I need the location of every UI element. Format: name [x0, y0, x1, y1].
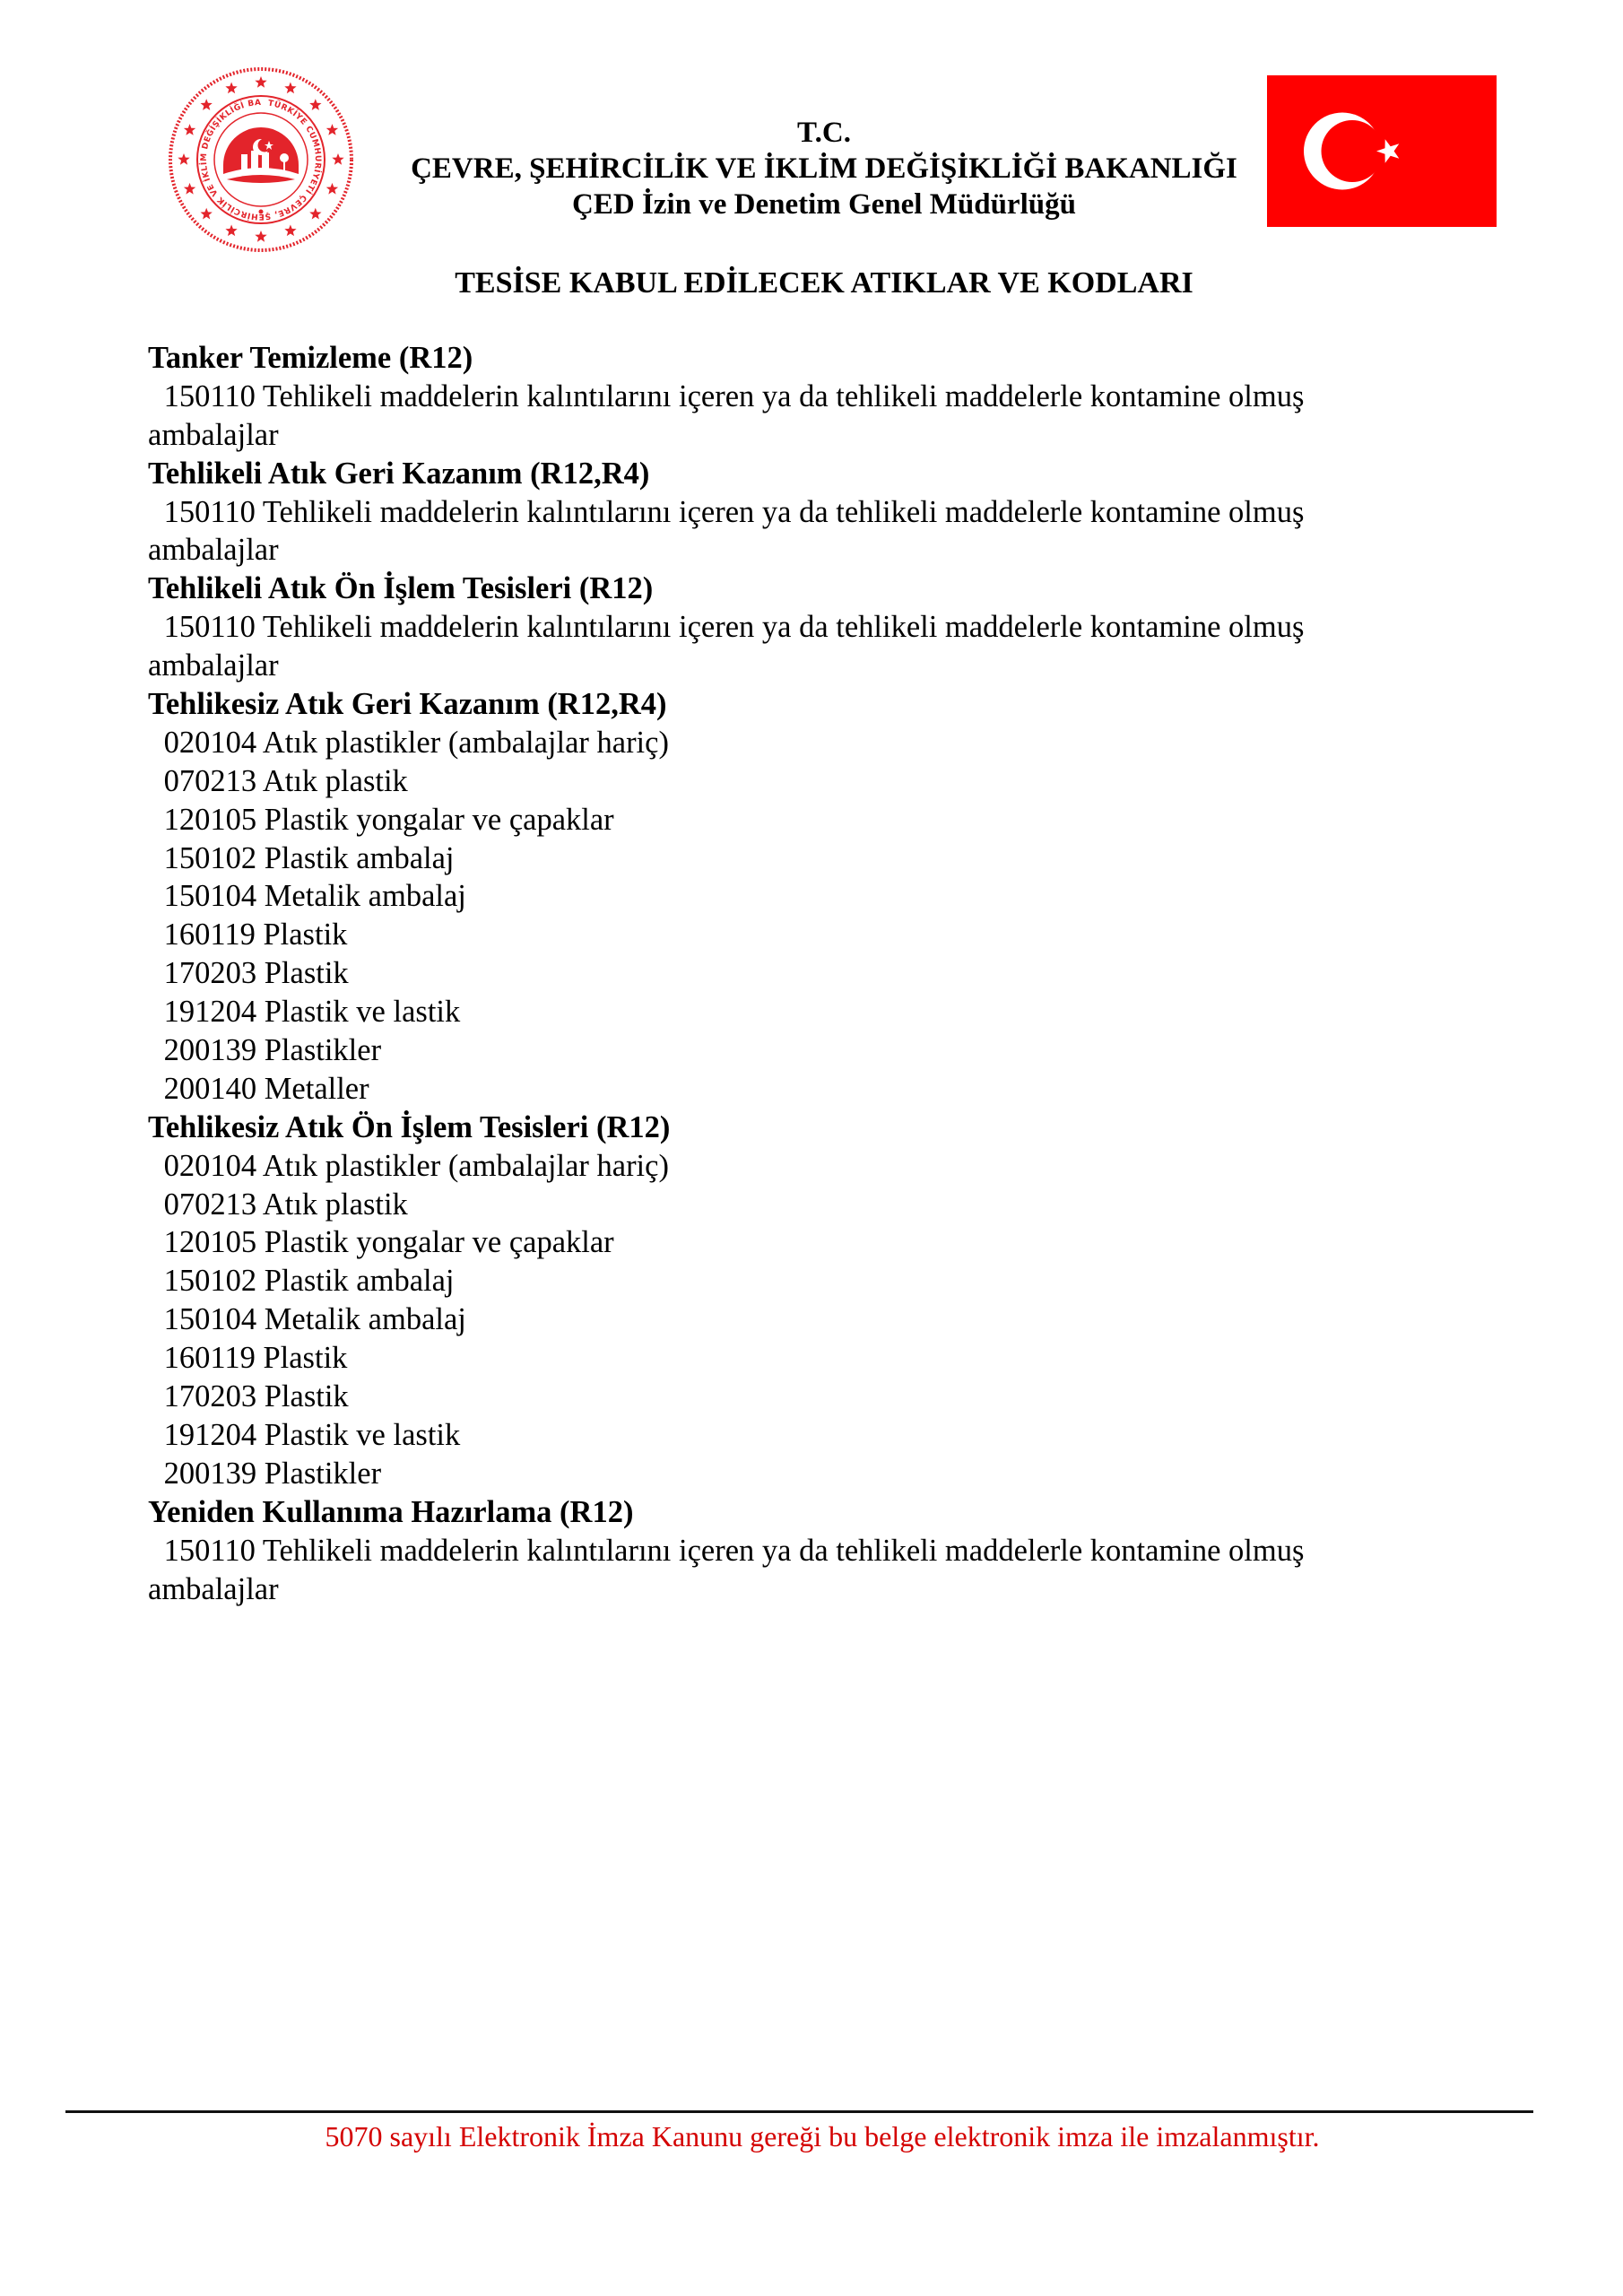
waste-code-item: 170203 Plastik — [156, 1379, 349, 1414]
waste-code-item: 160119 Plastik — [156, 918, 348, 952]
section-title: Tanker Temizleme (R12) — [148, 341, 473, 375]
section-title: Tehlikeli Atık Geri Kazanım (R12,R4) — [148, 456, 650, 491]
waste-code-item: 150104 Metalik ambalaj — [156, 879, 466, 914]
footer-divider — [65, 2110, 1533, 2113]
seal-star-icon — [225, 225, 237, 237]
waste-code-item: 200140 Metaller — [156, 1071, 369, 1106]
waste-code-item-continuation: ambalajlar — [148, 533, 279, 568]
waste-code-item: 191204 Plastik ve lastik — [156, 995, 461, 1030]
waste-code-item: 150110 Tehlikeli maddelerin kalıntılarını içeren ya da tehlikeli maddelerle kontamine olmuş — [156, 378, 1305, 413]
seal-star-icon — [225, 83, 237, 94]
waste-code-item: 070213 Atık plastik — [156, 1187, 408, 1222]
waste-code-item: 160119 Plastik — [156, 1341, 348, 1376]
waste-code-item: 200139 Plastikler — [156, 1456, 382, 1491]
section-title: Tehlikesiz Atık Ön İşlem Tesisleri (R12) — [148, 1109, 671, 1144]
section-title: Tehlikeli Atık Ön İşlem Tesisleri (R12) — [148, 571, 654, 606]
seal-star-icon — [255, 230, 266, 242]
section-title: Tehlikesiz Atık Geri Kazanım (R12,R4) — [148, 687, 667, 722]
waste-section — [148, 455, 1403, 570]
waste-code-item: 191204 Plastik ve lastik — [156, 1417, 461, 1452]
waste-section — [148, 1109, 1403, 1493]
waste-code-item: 150102 Plastik ambalaj — [156, 840, 455, 875]
waste-code-item: 150110 Tehlikeli maddelerin kalıntılarını içeren ya da tehlikeli maddelerle kontamine olmuş — [156, 494, 1305, 529]
waste-code-item-continuation: ambalajlar — [148, 648, 279, 683]
waste-code-item: 020104 Atık plastikler (ambalajlar hariç) — [156, 725, 669, 760]
waste-code-item-continuation: ambalajlar — [148, 417, 279, 452]
waste-code-item: 070213 Atık plastik — [156, 763, 408, 798]
waste-section — [148, 1493, 1403, 1609]
header-ministry-name: ÇEVRE, ŞEHİRCİLİK VE İKLİM DEĞİŞİKLİĞİ BAKANLIĞI — [411, 152, 1237, 185]
document-title: TESİSE KABUL EDİLECEK ATIKLAR VE KODLARI — [455, 266, 1193, 300]
waste-section — [148, 339, 1403, 455]
waste-code-item: 150110 Tehlikeli maddelerin kalıntılarını içeren ya da tehlikeli maddelerle kontamine olmuş — [156, 610, 1305, 645]
seal-star-icon — [284, 83, 296, 94]
waste-code-item-continuation: ambalajlar — [148, 1571, 279, 1606]
turkish-flag-icon — [1267, 75, 1497, 227]
waste-code-item: 170203 Plastik — [156, 956, 349, 991]
waste-code-item: 150104 Metalik ambalaj — [156, 1302, 466, 1337]
e-signature-notice: 5070 sayılı Elektronik İmza Kanunu gereği bu belge elektronik imza ile imzalanmıştır. — [325, 2120, 1320, 2152]
seal-star-icon — [309, 99, 321, 110]
seal-star-icon — [284, 225, 296, 237]
waste-code-item: 150102 Plastik ambalaj — [156, 1264, 455, 1299]
waste-code-list — [148, 339, 1403, 1608]
header-tc: T.C. — [797, 117, 851, 149]
section-title: Yeniden Kullanıma Hazırlama (R12) — [148, 1494, 634, 1529]
svg-text:TÜRKİYE CUMHURİYETİ ÇEVRE, ŞEH: TÜRKİYE CUMHURİYETİ ÇEVRE, ŞEHİRCİLİK VE İKLİM DEĞİŞİKLİĞİ BA — [199, 98, 323, 222]
waste-code-item: 150110 Tehlikeli maddelerin kalıntılarını içeren ya da tehlikeli maddelerle kontamine olmuş — [156, 1533, 1305, 1568]
header-directorate: ÇED İzin ve Denetim Genel Müdürlüğü — [572, 188, 1076, 221]
waste-code-item: 120105 Plastik yongalar ve çapaklar — [156, 1225, 614, 1260]
waste-code-item: 020104 Atık plastikler (ambalajlar hariç) — [156, 1148, 669, 1183]
waste-section — [148, 570, 1403, 685]
waste-code-item: 120105 Plastik yongalar ve çapaklar — [156, 802, 614, 837]
waste-code-item: 200139 Plastikler — [156, 1033, 382, 1068]
seal-star-icon — [201, 99, 213, 110]
seal-star-icon — [255, 76, 266, 88]
waste-section — [148, 685, 1403, 1109]
